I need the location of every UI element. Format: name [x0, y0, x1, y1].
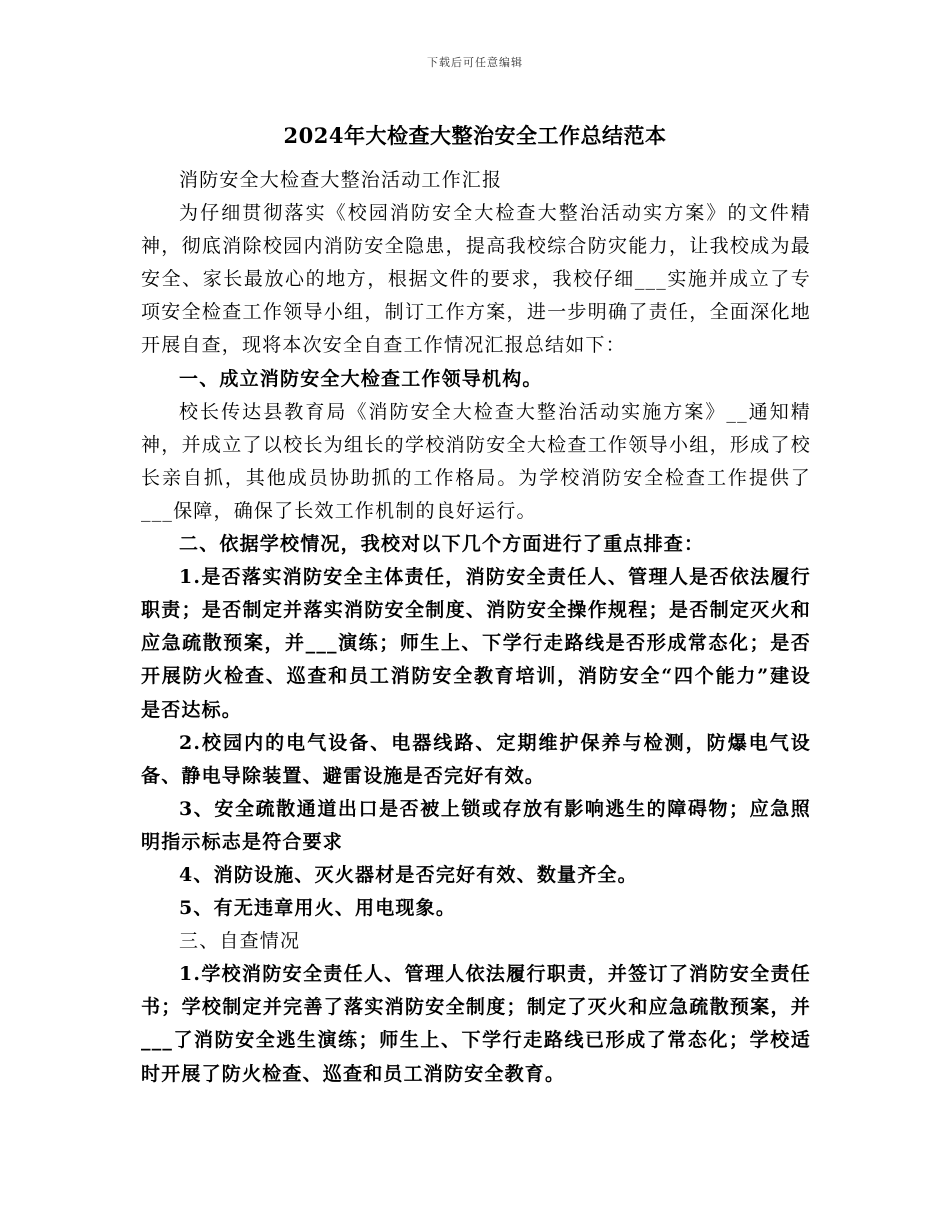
document-title: 2024年大检查大整治安全工作总结范本 [283, 123, 667, 148]
section-heading-2: 二、依据学校情况，我校对以下几个方面进行了重点排查： [179, 533, 705, 556]
subtitle-paragraph: 消防安全大检查大整治活动工作汇报 [179, 169, 503, 191]
section-heading-1: 一、成立消防安全大检查工作领导机构。 [179, 367, 543, 390]
checklist-item-4: 4、消防设施、灭火器材是否完好有效、数量齐全。 [179, 863, 638, 886]
checklist-item-5: 5、有无违章用火、用电现象。 [179, 897, 457, 920]
intro-paragraph: 为仔细贯彻落实《校园消防安全大检查大整治活动实方案》的文件精神，彻底消除校园内消防安全隐患，提高我校综合防灾能力，让我校成为最安全、家长最放心的地方，根据文件的要求，我校仔细___实施并成立了专项安全检查工作领导小组，制订工作方案，进一步明确了责任，全面深化地开展自查，现将本次安全自查工作情况汇报总结如下： [141, 202, 811, 357]
checklist-item-2: 2.校园内的电气设备、电器线路、定期维护保养与检测，防爆电气设备、静电导除装置、避雷设施是否完好有效。 [141, 731, 811, 787]
document-body [141, 164, 811, 1091]
section-heading-3: 三、自查情况 [179, 930, 301, 953]
checklist-item-3: 3、安全疏散通道出口是否被上锁或存放有影响逃生的障碍物；应急照明指示标志是符合要求 [141, 797, 811, 853]
checklist-item-1: 1.是否落实消防安全主体责任，消防安全责任人、管理人是否依法履行职责；是否制定并落实消防安全制度、消防安全操作规程；是否制定灭火和应急疏散预案，并___演练；师生上、下学行走路线是否形成常态化；是否开展防火检查、巡查和员工消防安全教育培训，消防安全“四个能力”建设是否达标。 [141, 566, 811, 721]
header-note: 下载后可任意编辑 [427, 56, 523, 69]
self-check-item-1: 1.学校消防安全责任人、管理人依法履行职责，并签订了消防安全责任书；学校制定并完善了落实消防安全制度；制定了灭火和应急疏散预案，并___了消防安全逃生演练；师生上、下学行走路线已形成了常态化；学校适时开展了防火检查、巡查和员工消防安全教育。 [141, 963, 811, 1085]
section-1-paragraph: 校长传达县教育局《消防安全大检查大整治活动实施方案》__通知精神，并成立了以校长为组长的学校消防安全大检查工作领导小组，形成了校长亲自抓，其他成员协助抓的工作格局。为学校消防安全检查工作提供了___保障，确保了长效工作机制的良好运行。 [141, 400, 811, 522]
